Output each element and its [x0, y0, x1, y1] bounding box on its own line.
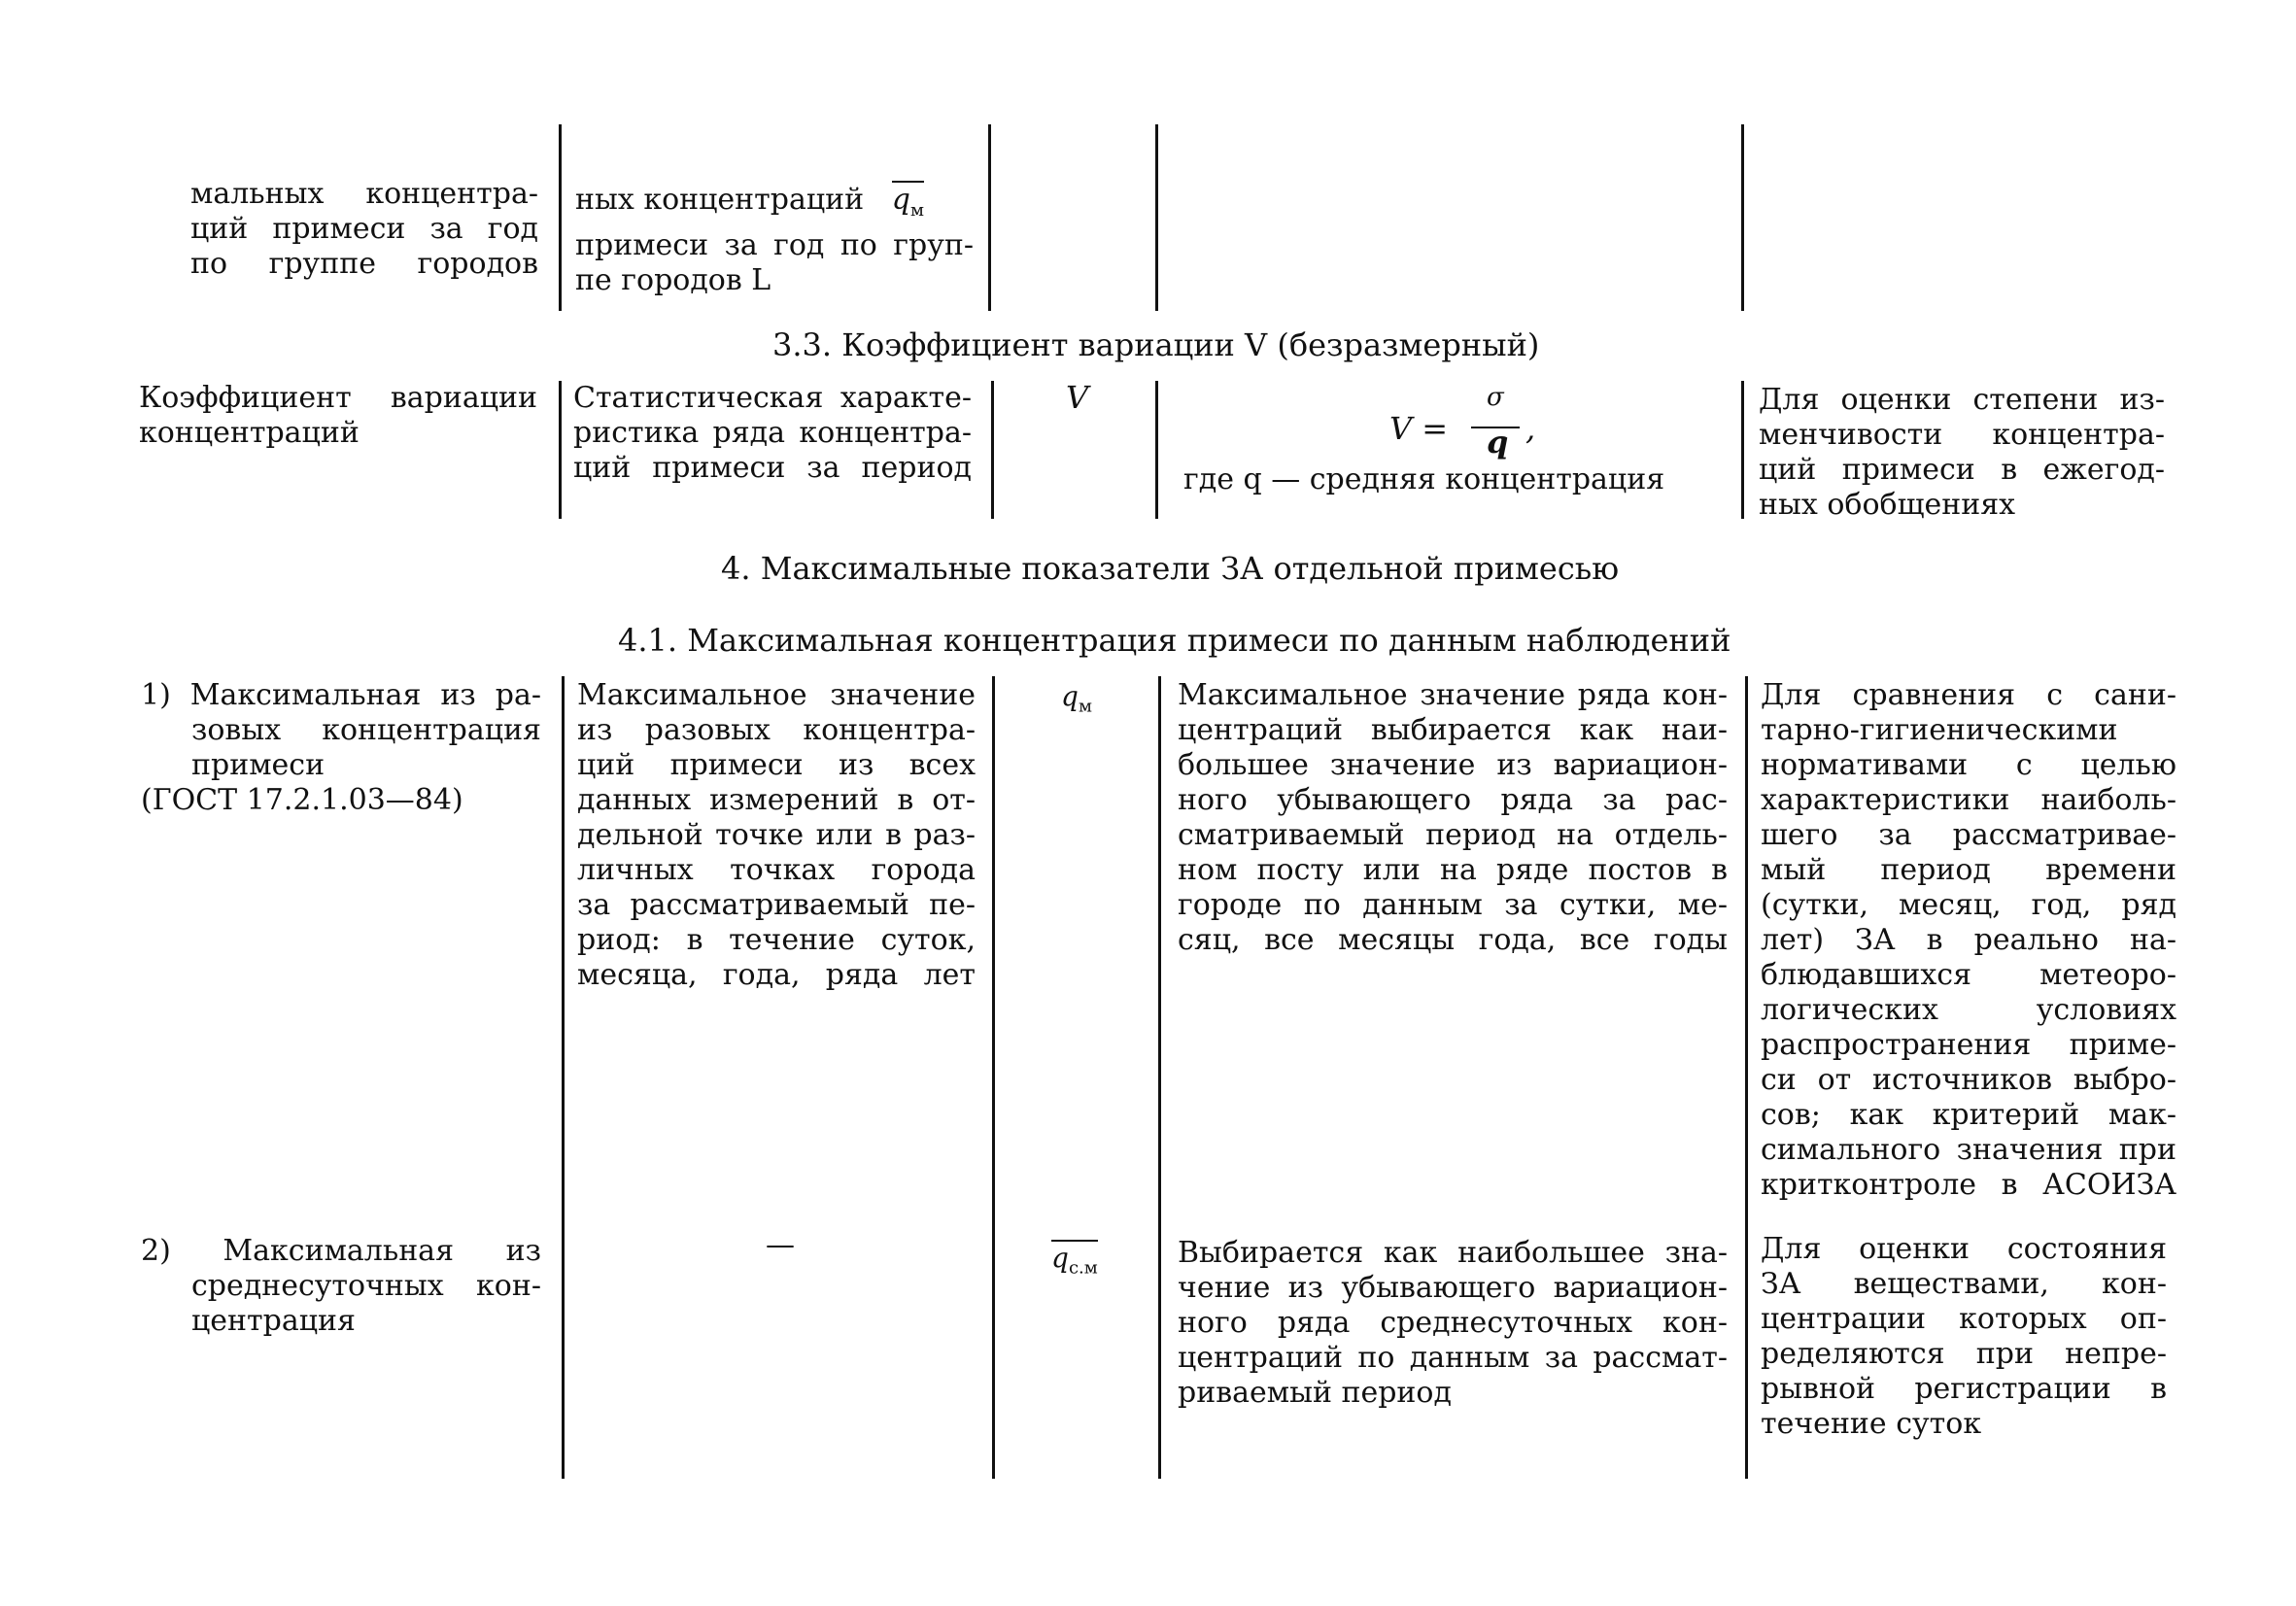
- text-line: ЗА веществами, кон-: [1761, 1267, 2167, 1301]
- text-line: (сутки, месяц, год, ряд: [1761, 888, 2176, 922]
- text-line: блюдавшихся метеоро-: [1761, 958, 2176, 992]
- text-line: центрации которых оп-: [1761, 1302, 2167, 1336]
- top-rule-1: [559, 124, 562, 311]
- row2-symbol: $q_{с.м}$: [1051, 1242, 1098, 1279]
- text-line: распространения приме-: [1761, 1028, 2176, 1062]
- text-line: Максимальное значение ряда кон-: [1178, 678, 1728, 712]
- formula-denominator: q: [1487, 424, 1509, 461]
- row1-col4: [1178, 678, 1728, 958]
- text-line: мый период времени: [1761, 853, 2176, 887]
- text-line: лет) ЗА в реально на-: [1761, 923, 2176, 957]
- variation-formula: [1389, 383, 1564, 466]
- text-line: 1) Максимальная из ра-: [141, 678, 541, 712]
- text-line: менчивости концентра-: [1759, 418, 2165, 452]
- text-line: чение из убывающего вариацион-: [1178, 1271, 1728, 1305]
- text-line: ных обобщениях: [1759, 488, 2016, 522]
- top-rule-4: [1741, 124, 1744, 311]
- text-line: (ГОСТ 17.2.1.03—84): [141, 783, 463, 817]
- text-line: ристика ряда концентра-: [573, 416, 972, 450]
- text-line: сяц, все месяцы года, все годы: [1178, 923, 1728, 957]
- coef-variation-symbol: V: [1066, 379, 1089, 416]
- text-line: ного ряда среднесуточных кон-: [1178, 1306, 1728, 1340]
- rule-3-3-2: [991, 381, 994, 519]
- text-line: сматриваемый период на отдель-: [1178, 818, 1728, 852]
- formula-tail: ,: [1525, 410, 1536, 447]
- text-line: зовых концентрация: [191, 713, 541, 747]
- row2-col4: [1178, 1236, 1728, 1411]
- text-line: ределяются при непре-: [1761, 1337, 2167, 1371]
- text-line: большее значение из вариацион-: [1178, 748, 1728, 782]
- text-line: примеси: [191, 748, 326, 782]
- text-line: пе городов L: [575, 263, 771, 297]
- text-line: си от источников выбро-: [1761, 1063, 2176, 1097]
- text-line: ций примеси из всех: [577, 748, 976, 782]
- text-line: риод: в течение суток,: [577, 923, 976, 957]
- top-rule-2: [988, 124, 991, 311]
- text-line: данных измерений в от-: [577, 783, 976, 817]
- text-line: сов; как критерий мак-: [1761, 1098, 2176, 1132]
- text-line: по группе городов: [190, 247, 538, 281]
- text-line: мальных концентра-: [190, 177, 538, 211]
- coef-variation-note: где q — средняя концентрация: [1183, 462, 1665, 496]
- text-line: ций примеси за период: [573, 451, 972, 485]
- top-col1: [190, 177, 538, 282]
- row1-col1: [141, 678, 541, 818]
- text-line: концентраций: [139, 416, 360, 450]
- text-line: нормативами с целью: [1761, 748, 2176, 782]
- text-line: тарно-гигиеническими: [1761, 713, 2118, 747]
- text-line: городе по данным за сутки, ме-: [1178, 888, 1728, 922]
- text-line: течение суток: [1761, 1407, 1982, 1441]
- coef-variation-col5: [1759, 383, 2165, 523]
- row2-col1: [141, 1234, 541, 1339]
- text-line: Максимальное значение: [577, 678, 976, 712]
- text-line: ных концентраций $q_м$: [575, 183, 924, 221]
- formula-numerator: σ: [1487, 383, 1504, 412]
- row1-symbol: $q_м$: [1061, 680, 1092, 717]
- text-line: центрация: [191, 1304, 356, 1338]
- text-line: дельной точке или в раз-: [577, 818, 976, 852]
- row1-col5: [1761, 678, 2176, 1203]
- text-line: критконтроле в АСОИЗА: [1761, 1168, 2176, 1202]
- text-line: ного убывающего ряда за рас-: [1178, 783, 1728, 817]
- rule-4-1-2: [992, 676, 995, 1479]
- text-line: характеристики наиболь-: [1761, 783, 2176, 817]
- section-heading-4: 4. Максимальные показатели ЗА отдельной примесью: [721, 550, 1620, 587]
- text-line: шего за рассматривае-: [1761, 818, 2176, 852]
- text-line: примеси за год по груп-: [575, 228, 974, 262]
- rule-3-3-4: [1741, 381, 1744, 519]
- text-line: ном посту или на ряде постов в: [1178, 853, 1728, 887]
- text-line: симального значения при: [1761, 1133, 2176, 1167]
- coef-variation-col2: [573, 381, 972, 486]
- text-line: 2) Максимальная из: [141, 1234, 541, 1268]
- text-line: Для оценки степени из-: [1759, 383, 2165, 417]
- section-heading-3-3: 3.3. Коэффициент вариации V (безразмерный): [772, 326, 1540, 363]
- text-line: центраций по данным за рассмат-: [1178, 1341, 1728, 1375]
- text-line: Для оценки состояния: [1761, 1232, 2167, 1266]
- text-line: ций примеси за год: [190, 212, 538, 246]
- text-line: из разовых концентра-: [577, 713, 976, 747]
- rule-4-1-1: [562, 676, 565, 1479]
- text-line: месяца, года, ряда лет: [577, 958, 976, 992]
- text-line: центраций выбирается как наи-: [1178, 713, 1728, 747]
- text-line: Выбирается как наибольшее зна-: [1178, 1236, 1728, 1270]
- row1-col2: [577, 678, 976, 993]
- formula-lhs: V =: [1389, 410, 1449, 447]
- rule-4-1-3: [1158, 676, 1161, 1479]
- row2-col5: [1761, 1232, 2167, 1442]
- row2-col2-dash: —: [766, 1228, 795, 1262]
- text-line: ций примеси в ежегод-: [1759, 453, 2165, 487]
- rule-3-3-3: [1155, 381, 1158, 519]
- coef-variation-col1: [139, 381, 537, 451]
- text-line: Коэффициент вариации: [139, 381, 537, 415]
- text-line: логических условиях: [1761, 993, 2176, 1027]
- top-rule-3: [1155, 124, 1158, 311]
- text-line: Статистическая характе-: [573, 381, 972, 415]
- text-line: рывной регистрации в: [1761, 1372, 2167, 1406]
- text-line: Для сравнения с сани-: [1761, 678, 2176, 712]
- top-col2: [575, 183, 974, 298]
- rule-4-1-4: [1745, 676, 1748, 1479]
- text-line: за рассматриваемый пе-: [577, 888, 976, 922]
- text-line: риваемый период: [1178, 1376, 1452, 1410]
- section-heading-4-1: 4.1. Максимальная концентрация примеси по данным наблюдений: [618, 622, 1731, 659]
- q-bar-symbol: $q_м$: [891, 183, 924, 221]
- text-line: личных точках города: [577, 853, 976, 887]
- text-line: среднесуточных кон-: [191, 1269, 541, 1303]
- rule-3-3-1: [559, 381, 562, 519]
